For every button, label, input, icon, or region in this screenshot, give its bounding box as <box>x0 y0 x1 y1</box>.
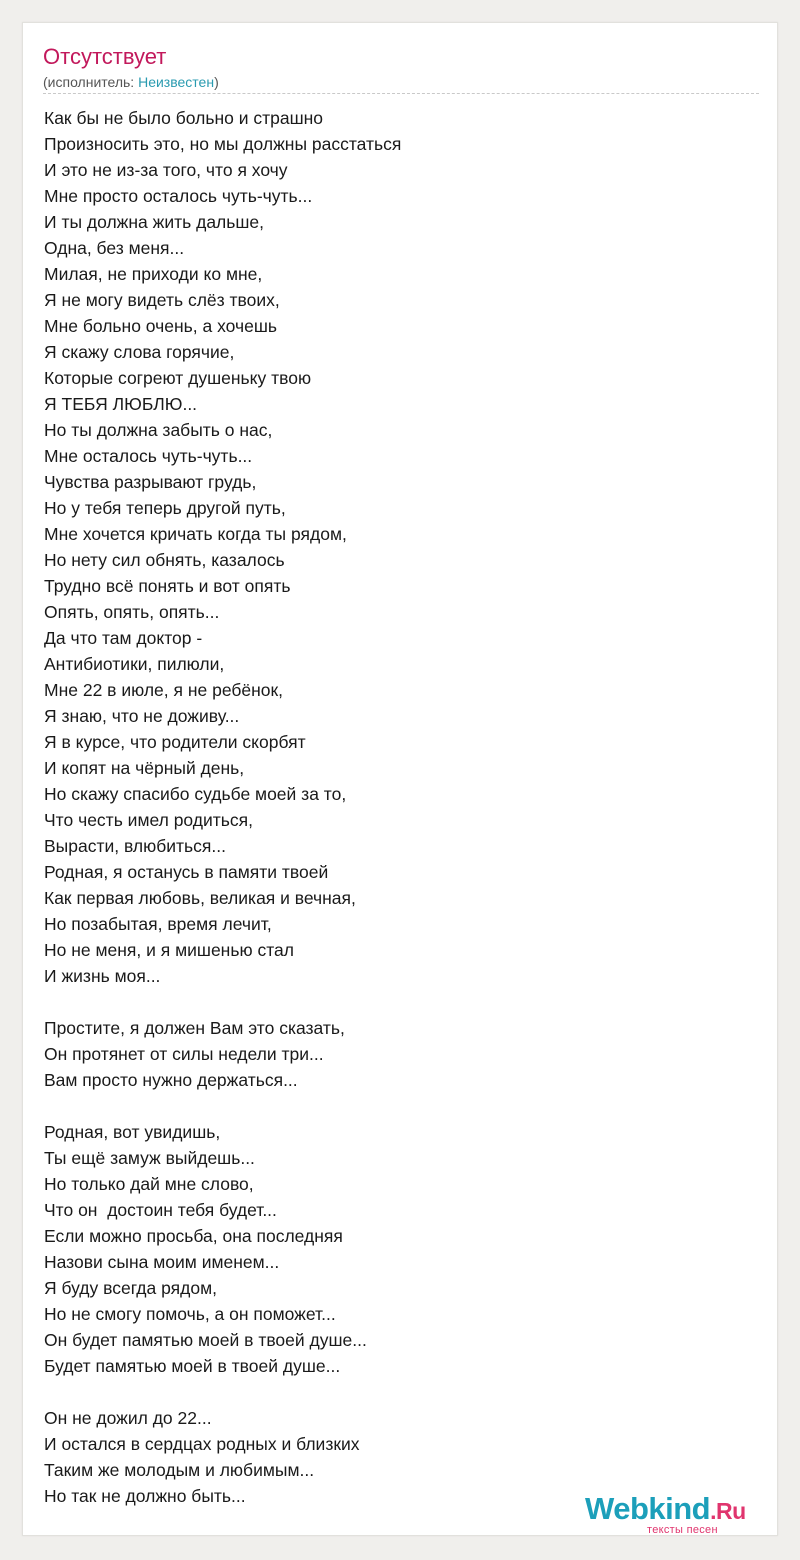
lyric-line: Вам просто нужно держаться... <box>44 1070 298 1090</box>
lyric-line: Мне 22 в июле, я не ребёнок, <box>44 680 284 700</box>
lyric-line: Но не меня, и я мишенью стал <box>44 940 294 960</box>
lyric-line: Родная, я останусь в памяти твоей <box>44 862 329 882</box>
lyric-line: Но так не должно быть... <box>44 1486 246 1506</box>
webkind-logo[interactable] <box>585 1491 777 1535</box>
lyric-line: Как первая любовь, великая и вечная, <box>44 888 356 908</box>
lyric-line: И это не из-за того, что я хочу <box>44 160 288 180</box>
lyric-line: Вырасти, влюбиться... <box>44 836 226 856</box>
lyric-line: Произносить это, но мы должны расстаться <box>44 134 402 154</box>
lyric-line: Я знаю, что не доживу... <box>44 706 240 726</box>
lyric-line: Я ТЕБЯ ЛЮБЛЮ... <box>44 394 198 414</box>
artist-suffix: ) <box>214 74 219 90</box>
lyric-line: Чувства разрывают грудь, <box>44 472 257 492</box>
lyric-line: Как бы не было больно и страшно <box>44 108 324 128</box>
lyric-line: Что он достоин тебя будет... <box>44 1200 277 1220</box>
logo-tagline: тексты песен <box>647 1524 718 1536</box>
lyric-line: Я не могу видеть слёз твоих, <box>44 290 280 310</box>
lyric-line: Он протянет от силы недели три... <box>44 1044 324 1064</box>
lyric-line: Простите, я должен Вам это сказать, <box>44 1018 345 1038</box>
lyric-line: Что честь имел родиться, <box>44 810 253 830</box>
lyric-line: Милая, не приходи ко мне, <box>44 264 263 284</box>
artist-prefix: (исполнитель: <box>43 74 139 90</box>
lyric-line: Опять, опять, опять... <box>44 602 220 622</box>
lyric-line: Назови сына моим именем... <box>44 1252 280 1272</box>
lyric-line: Я буду всегда рядом, <box>44 1278 217 1298</box>
stanza-gap <box>44 989 744 1015</box>
lyric-line: Но у тебя теперь другой путь, <box>44 498 286 518</box>
lyric-line: Если можно просьба, она последняя <box>44 1226 343 1246</box>
lyrics-card <box>22 22 778 1536</box>
lyrics-text <box>44 105 744 1509</box>
song-title: Отсутствует <box>43 44 167 69</box>
lyric-line: Которые согреют душеньку твою <box>44 368 312 388</box>
lyric-line: И жизнь моя... <box>44 966 161 986</box>
logo-name: Webkind <box>585 1491 711 1526</box>
lyric-line: Таким же молодым и любимым... <box>44 1460 315 1480</box>
artist-link[interactable]: Неизвестен <box>138 74 215 90</box>
lyric-line: Мне хочется кричать когда ты рядом, <box>44 524 347 544</box>
lyric-line: И копят на чёрный день, <box>44 758 245 778</box>
lyric-line: Мне просто осталось чуть-чуть... <box>44 186 313 206</box>
stanza-gap <box>44 1093 744 1119</box>
lyric-line: Но ты должна забыть о нас, <box>44 420 273 440</box>
logo-tld: .Ru <box>710 1498 746 1524</box>
lyric-line: Одна, без меня... <box>44 238 185 258</box>
lyric-line: Родная, вот увидишь, <box>44 1122 221 1142</box>
lyric-line: Ты ещё замуж выйдешь... <box>44 1148 255 1168</box>
stanza-gap <box>44 1379 744 1405</box>
lyric-line: Но скажу спасибо судьбе моей за то, <box>44 784 347 804</box>
lyric-line: Да что там доктор - <box>44 628 203 648</box>
lyric-line: Мне осталось чуть-чуть... <box>44 446 253 466</box>
lyric-line: И остался в сердцах родных и близких <box>44 1434 360 1454</box>
lyric-line: Но позабытая, время лечит, <box>44 914 272 934</box>
lyric-line: Мне больно очень, а хочешь <box>44 316 278 336</box>
lyric-line: Я в курсе, что родители скорбят <box>44 732 306 752</box>
lyric-line: Трудно всё понять и вот опять <box>44 576 291 596</box>
lyric-line: Он будет памятью моей в твоей душе... <box>44 1330 367 1350</box>
lyric-line: Но не смогу помочь, а он поможет... <box>44 1304 336 1324</box>
lyric-line: Но только дай мне слово, <box>44 1174 254 1194</box>
title-divider <box>43 93 759 94</box>
lyric-line: Он не дожил до 22... <box>44 1408 212 1428</box>
lyric-line: Но нету сил обнять, казалось <box>44 550 285 570</box>
lyric-line: Я скажу слова горячие, <box>44 342 235 362</box>
artist-line <box>43 73 219 91</box>
lyric-line: Будет памятью моей в твоей душе... <box>44 1356 341 1376</box>
lyric-line: И ты должна жить дальше, <box>44 212 265 232</box>
lyric-line: Антибиотики, пилюли, <box>44 654 225 674</box>
